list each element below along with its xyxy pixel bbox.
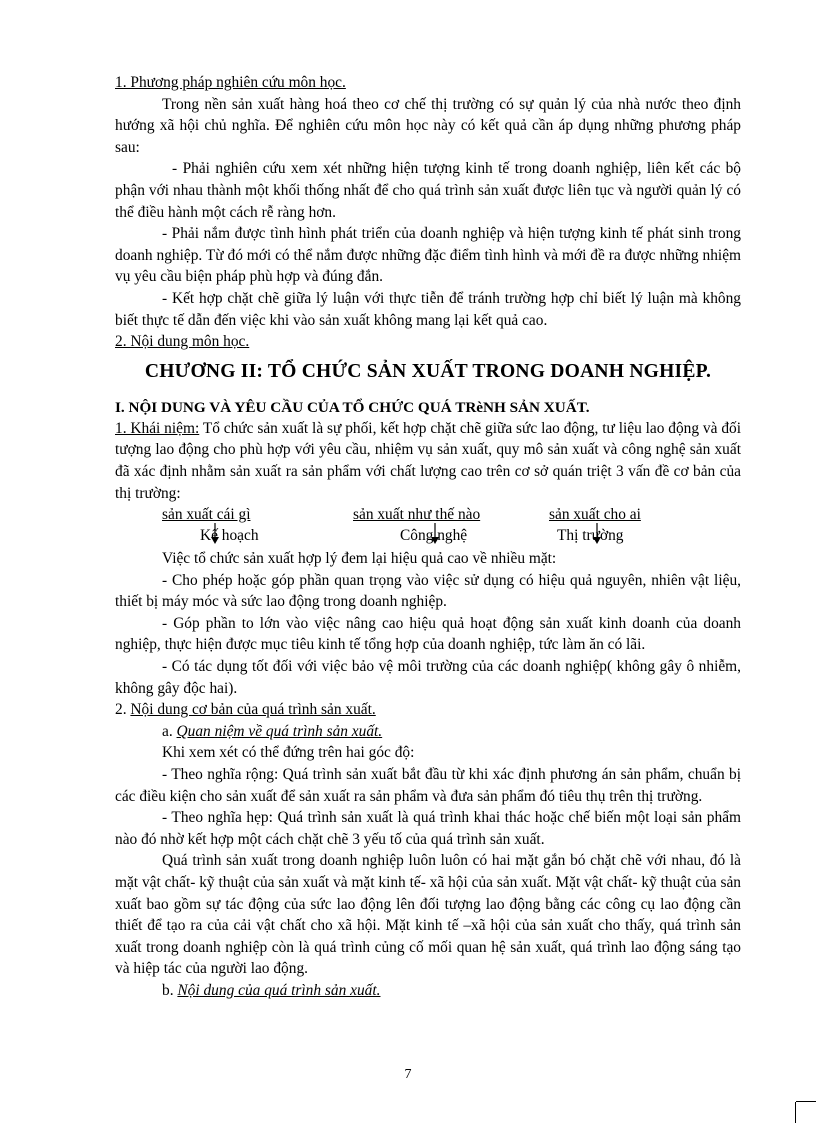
part-title: I. NỘI DUNG VÀ YÊU CẦU CỦA TỔ CHỨC QUÁ TRèNH SẢN XUẤT. [115,398,590,416]
paragraph: - Phải nghiên cứu xem xét những hiện tượng kinh tế trong doanh nghiệp, liên kết các bộ phận với nhau thành một khối thống nhất để cho quá trình sản xuất được liên tục và người quản lý có thể điều hành một cách rễ ràng hơn. [115,160,741,221]
flow-question-what: sản xuất cái gì [162,506,251,524]
paragraph: - Có tác dụng tốt đối với việc bảo vệ môi trường của các doanh nghiệp( không gây ô nhiễm, không gây độc hai). [115,658,741,697]
page-number: 7 [404,1067,412,1082]
section-heading-methods: 1. Phương pháp nghiên cứu môn học. [115,74,346,91]
concept-paragraph [115,418,741,504]
paragraph: - Góp phần to lớn vào việc nâng cao hiệu quả hoạt động sản xuất kinh doanh của doanh nghiệp, thực hiện được mục tiêu kinh tế tổng hợp của doanh nghiệp, tức làm ăn có lãi. [115,614,741,654]
page-corner-mark [795,1102,796,1123]
paragraph: - Theo nghĩa hẹp: Quá trình sản xuất là quá trình khai thác hoặc chế biến một loại sản phẩm nào đó nhờ kết hợp một cách chặt chẽ 3 yếu tố của quá trình sản xuất. [115,809,741,848]
page-corner-mark [796,1101,816,1102]
concept-text: Tổ chức sản xuất là sự phối, kết hợp chặt chẽ giữa sức lao động, tư liệu lao động và đối tượng lao động cho phù hợp với yêu cầu, nhiệm vụ sản xuất, quy mô sản xuất và công nghệ sản xuất đã xác định nhằm sản xuất ra sản phẩm với chất lượng cao trên cơ sở quán triệt 3 vấn đề cơ bản của thị trường: [115,419,741,502]
flow-answer-plan: Kế hoạch [200,527,259,545]
subheading-b: b. Nội dung của quá trình sản xuất. [162,981,381,999]
paragraph: - Theo nghĩa rộng: Quá trình sản xuất bắt đầu từ khi xác định phương án sản phẩm, chuẩn bị các điều kiện cho sản xuất để sản xuất ra sản phẩm và đưa sản phẩm đó tiêu thụ trên thị trường. [115,766,741,805]
flow-question-whom: sản xuất cho ai [549,506,641,524]
paragraph: Khi xem xét có thể đứng trên hai góc độ: [162,744,415,762]
flow-answer-market: Thị trường [557,527,624,545]
paragraph: Việc tổ chức sản xuất hợp lý đem lại hiệu quả cao về nhiều mặt: [162,550,557,568]
flow-answer-technology: Công nghệ [400,527,468,545]
flow-question-how: sản xuất như thế nào [353,506,481,524]
section-heading-content: 2. Nội dung môn học. [115,333,250,351]
paragraph: - Kết hợp chặt chẽ giữa lý luận với thực tiễn để tránh trường hợp chỉ biết lý luận mà không biết thực tế dẫn đến việc khi vào sản xuất không mang lại kết quả cao. [115,289,741,329]
paragraph: - Cho phép hoặc góp phần quan trọng vào việc sử dụng có hiệu quả nguyên, nhiên vật liệu, thiết bị máy móc và sức lao động trong doanh nghiệp. [115,571,741,611]
subheading-a: a. Quan niệm về quá trình sản xuất. [162,722,383,740]
basic-content-heading: 2. Nội dung cơ bản của quá trình sản xuất. [115,701,376,719]
paragraph: Trong nền sản xuất hàng hoá theo cơ chế thị trường có sự quản lý của nhà nước theo định hướng xã hội chủ nghĩa. Để nghiên cứu môn học này có kết quả cần áp dụng những phương pháp sau: [115,95,741,156]
market-questions-diagram [115,504,741,548]
concept-label: 1. Khái niệm: [115,419,200,437]
paragraph: - Phải nắm được tình hình phát triển của doanh nghiệp và hiện tượng kinh tế phát sinh trong doanh nghiệp. Từ đó mới có thể nắm được những đặc điểm tình hình và mới đề ra được những nhiệm vụ yêu cầu biện pháp phù hợp và đúng đắn. [115,225,741,286]
document-page [115,72,741,1002]
paragraph: Quá trình sản xuất trong doanh nghiệp luôn luôn có hai mặt gắn bó chặt chẽ với nhau, đó là mặt vật chất- kỹ thuật của sản xuất và mặt kinh tế- xã hội của sản xuất. Mặt vật chất- kỹ thuật của sản xuất bao gồm sự tác động của sức lao động lên đối tượng lao động bằng các công cụ lao động cần thiết để tạo ra của cải vật chất cho xã hội. Mặt kinh tế –xã hội của sản xuất cho thấy, quá trình sản xuất trong doanh nghiệp còn là quá trình củng cố mối quan hệ sản xuất, quá trình lao động sáng tạo và hiệp tác của người lao động. [115,852,741,978]
chapter-title: CHƯƠNG II: TỔ CHỨC SẢN XUẤT TRONG DOANH NGHIỆP. [144,360,712,382]
